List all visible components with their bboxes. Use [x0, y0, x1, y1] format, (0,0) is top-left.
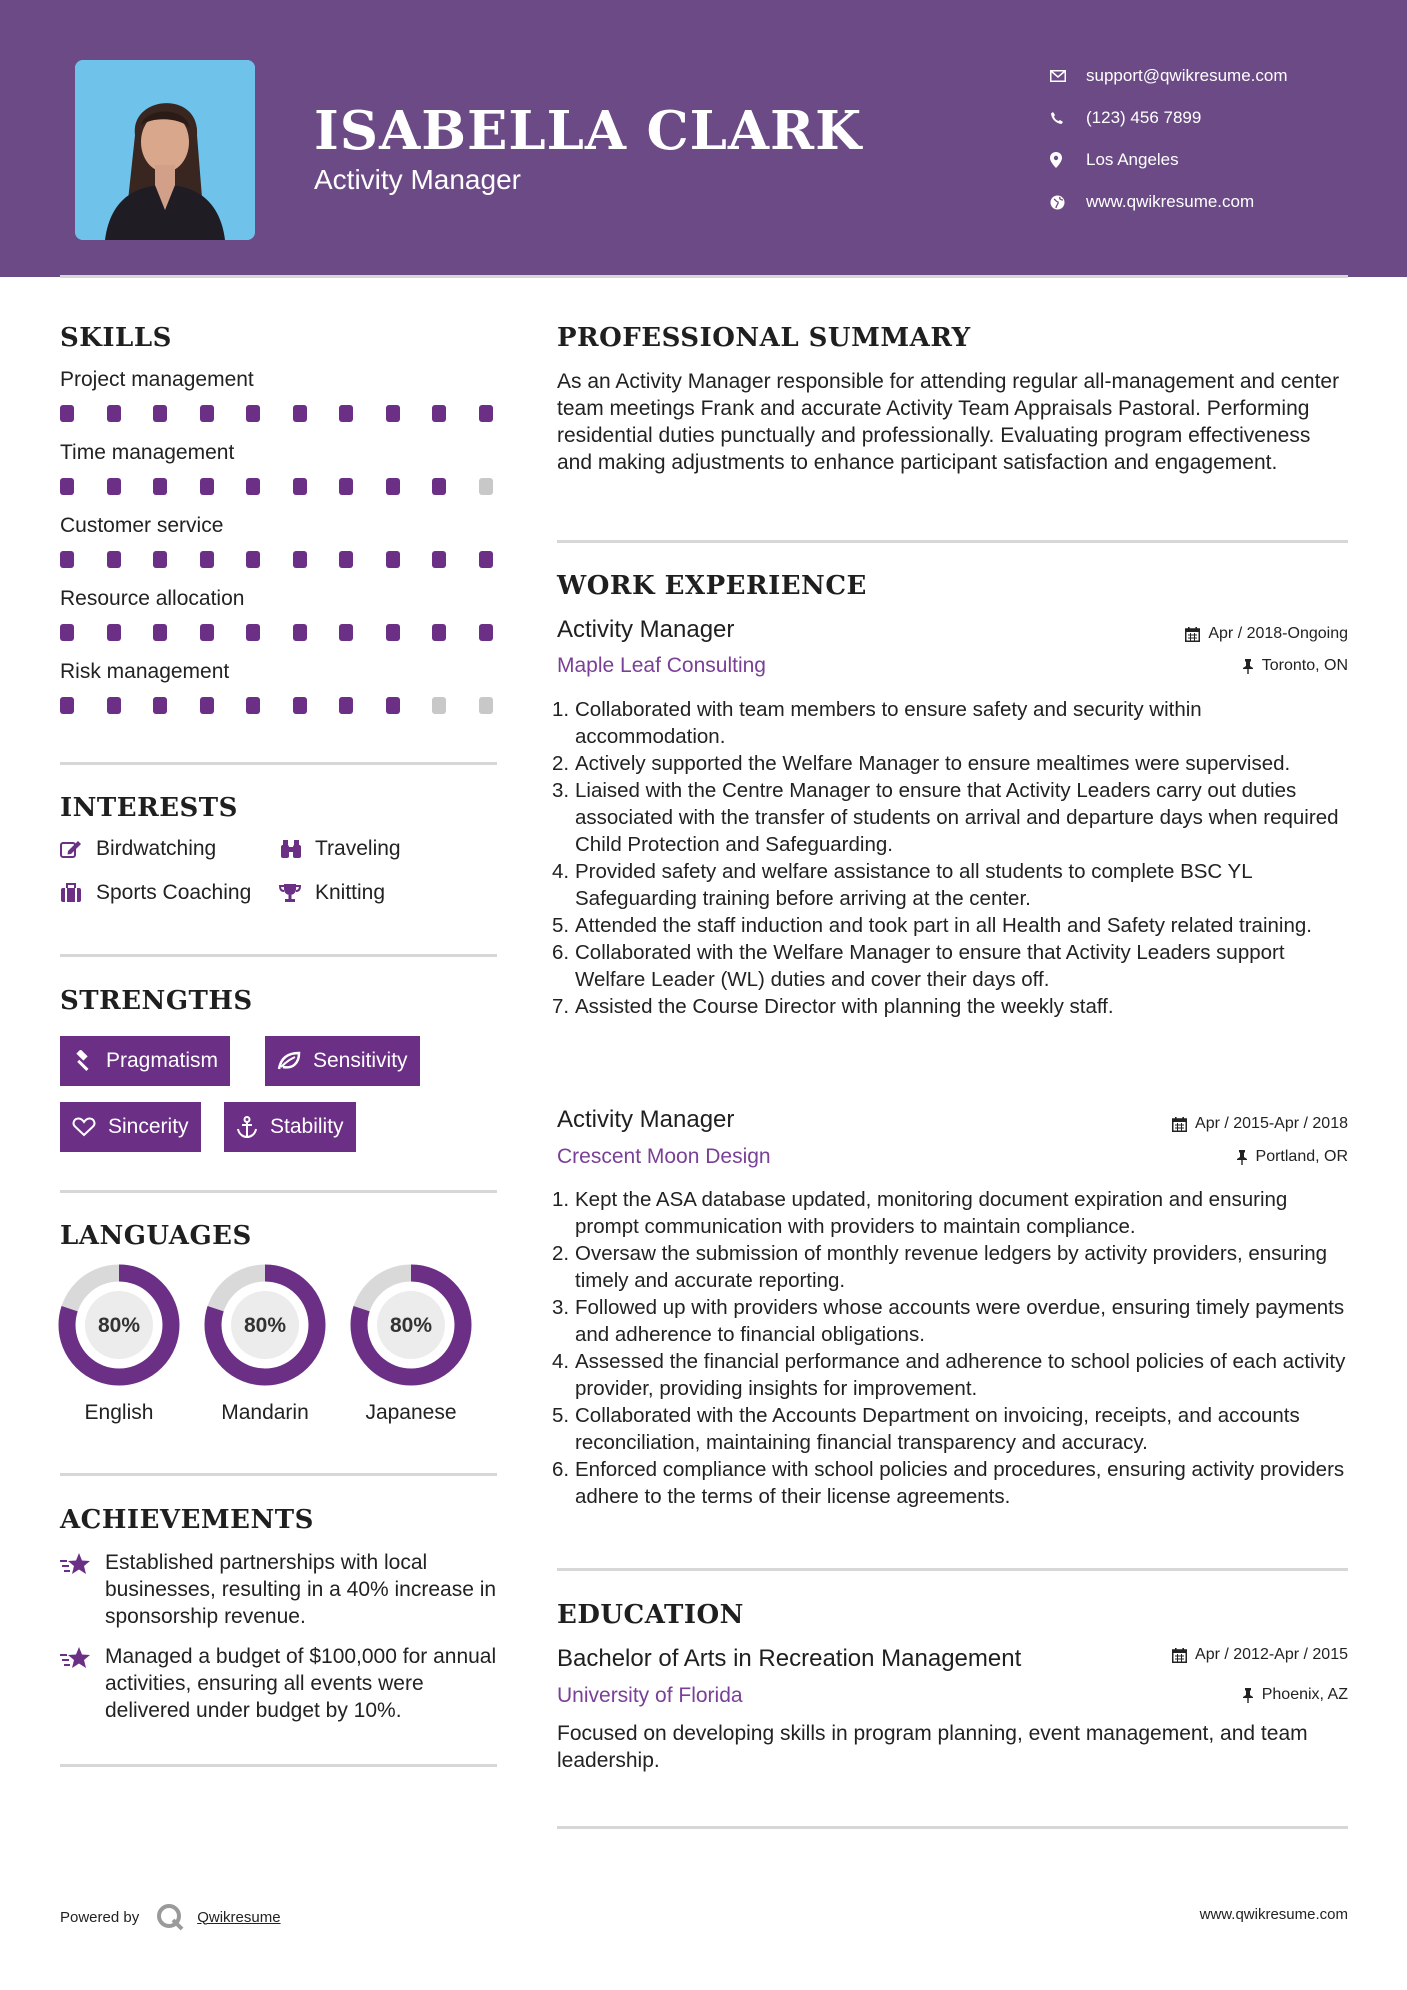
rating-dot-filled	[200, 624, 214, 641]
education-description: Focused on developing skills in program planning, event management, and team leadership.	[557, 1722, 1308, 1772]
interest-item	[279, 837, 401, 861]
job-location	[1236, 1148, 1348, 1166]
duty-item: Attended the staff induction and took part in all Health and Safety related training.	[575, 914, 1312, 937]
rating-dot-filled	[386, 624, 400, 641]
language-percent: 80%	[389, 1314, 433, 1337]
interest-label: Knitting	[315, 881, 386, 904]
pushpin-icon	[1242, 659, 1254, 674]
language-ring	[350, 1264, 472, 1391]
skills-divider	[60, 762, 497, 765]
contact-location-text: Los Angeles	[1086, 150, 1179, 169]
rating-dot-filled	[246, 551, 260, 568]
strength-label: Pragmatism	[106, 1049, 219, 1072]
contact-location	[1050, 139, 1288, 181]
education-dates-text: Apr / 2012-Apr / 2015	[1195, 1646, 1348, 1663]
rating-dot-empty	[432, 697, 446, 714]
education-heading: EDUCATION	[557, 1600, 744, 1630]
duty-item: Enforced compliance with school policies and procedures, ensuring activity providers adhere to the terms of their license agreements.	[575, 1458, 1345, 1508]
job-title: Activity Manager	[557, 1106, 735, 1133]
education-location-text: Phoenix, AZ	[1261, 1686, 1348, 1703]
contact-phone-text: (123) 456 7899	[1086, 108, 1202, 127]
rating-dot-filled	[386, 405, 400, 422]
heart-icon	[72, 1117, 96, 1137]
rating-dot-filled	[293, 697, 307, 714]
rating-dot-filled	[293, 624, 307, 641]
language-name: Mandarin	[221, 1401, 309, 1424]
rating-dot-filled	[339, 697, 353, 714]
strength-tag	[265, 1036, 420, 1086]
job-dates	[1185, 625, 1348, 643]
language-ring	[204, 1264, 326, 1391]
skill-label: Project management	[60, 368, 254, 391]
strength-label: Sensitivity	[313, 1049, 408, 1072]
pushpin-icon	[1236, 1150, 1248, 1165]
contact-email[interactable]	[1050, 55, 1288, 97]
contact-phone[interactable]	[1050, 97, 1288, 139]
rating-dot-filled	[200, 697, 214, 714]
language-ring	[58, 1264, 180, 1391]
degree-title: Bachelor of Arts in Recreation Management	[557, 1645, 1022, 1672]
skill-rating	[60, 405, 525, 422]
rating-dot-filled	[246, 697, 260, 714]
strength-tag	[224, 1102, 356, 1152]
rating-dot-filled	[432, 551, 446, 568]
anchor-icon	[236, 1116, 258, 1138]
rating-dot-filled	[432, 624, 446, 641]
trophy-icon	[279, 883, 315, 903]
map-pin-icon	[1050, 152, 1086, 168]
summary-divider	[557, 540, 1348, 543]
interest-item	[279, 881, 385, 905]
language-percent: 80%	[97, 1314, 141, 1337]
rating-dot-filled	[293, 405, 307, 422]
calendar-icon	[1185, 627, 1200, 642]
rating-dot-filled	[246, 624, 260, 641]
rating-dot-filled	[479, 624, 493, 641]
qwikresume-logo-icon	[155, 1902, 185, 1932]
contact-list	[1050, 55, 1288, 223]
envelope-icon	[1050, 70, 1086, 82]
rating-dot-filled	[153, 551, 167, 568]
rating-dot-filled	[107, 478, 121, 495]
skills-heading: SKILLS	[60, 323, 172, 353]
rating-dot-filled	[60, 551, 74, 568]
strength-label: Stability	[270, 1115, 344, 1138]
header-divider	[60, 275, 1348, 278]
binoculars-icon	[279, 839, 315, 859]
interest-label: Sports Coaching	[96, 881, 252, 904]
briefcase-icon	[60, 883, 96, 903]
qwikresume-link[interactable]: Qwikresume	[197, 1908, 281, 1926]
contact-website-text: www.qwikresume.com	[1086, 192, 1255, 211]
skill-label: Customer service	[60, 514, 224, 537]
job-duties-list	[555, 1186, 1355, 1510]
duty-item: Liaised with the Centre Manager to ensure that Activity Leaders carry out duties associated with the transfer of students on arrival and departure days when required Child Protection and Safeguarding.	[575, 779, 1339, 856]
job-dates	[1172, 1115, 1348, 1133]
achievement-item	[60, 1643, 500, 1724]
rating-dot-empty	[479, 478, 493, 495]
languages-divider	[60, 1473, 497, 1476]
rating-dot-filled	[432, 478, 446, 495]
interest-label: Traveling	[315, 837, 401, 860]
powered-by-text: Powered by	[60, 1908, 140, 1926]
calendar-icon	[1172, 1117, 1187, 1132]
header-banner	[0, 0, 1407, 277]
rating-dot-filled	[107, 405, 121, 422]
strengths-divider	[60, 1190, 497, 1193]
job-dates-text: Apr / 2018-Ongoing	[1208, 625, 1348, 642]
job-dates-text: Apr / 2015-Apr / 2018	[1195, 1115, 1348, 1132]
rating-dot-filled	[246, 405, 260, 422]
strengths-heading: STRENGTHS	[60, 986, 253, 1016]
pushpin-icon	[1242, 1688, 1254, 1703]
summary-heading: PROFESSIONAL SUMMARY	[557, 323, 971, 353]
pencil-square-icon	[60, 839, 96, 859]
footer-url[interactable]: www.qwikresume.com	[1199, 1906, 1348, 1923]
rating-dot-filled	[432, 405, 446, 422]
rating-dot-filled	[479, 405, 493, 422]
experience-heading: WORK EXPERIENCE	[557, 571, 867, 601]
language-name: English	[84, 1401, 154, 1424]
job-duties-list	[555, 696, 1355, 1020]
education-location	[1242, 1686, 1348, 1704]
rating-dot-filled	[60, 697, 74, 714]
candidate-name: ISABELLA CLARK	[314, 100, 863, 162]
rating-dot-empty	[479, 697, 493, 714]
languages-heading: LANGUAGES	[60, 1221, 252, 1251]
duty-item: Assessed the financial performance and adherence to school policies of each activity provider, providing insights for improvement.	[575, 1350, 1346, 1400]
strength-tag	[60, 1036, 230, 1086]
rating-dot-filled	[60, 405, 74, 422]
education-dates	[1172, 1646, 1348, 1664]
summary-text: As an Activity Manager responsible for attending regular all-management and center team meetings Frank and accurate Activity Team Appraisals Pastoral. Performing residential duties punctually and professionally. Evaluating program effectiveness and making adjustments to enhance participant satisfaction and engagement.	[557, 370, 1340, 474]
skill-rating	[60, 624, 525, 641]
language-name: Japanese	[365, 1401, 457, 1424]
contact-email-text: support@qwikresume.com	[1086, 66, 1288, 85]
rating-dot-filled	[246, 478, 260, 495]
strength-label: Sincerity	[108, 1115, 189, 1138]
rating-dot-filled	[339, 624, 353, 641]
skill-rating	[60, 478, 525, 495]
language-percent: 80%	[243, 1314, 287, 1337]
gavel-icon	[72, 1050, 94, 1072]
profile-photo	[75, 60, 255, 240]
company-name: Maple Leaf Consulting	[557, 654, 766, 677]
star-icon	[60, 1643, 105, 1724]
achievements-heading: ACHIEVEMENTS	[60, 1505, 314, 1535]
achievements-divider	[60, 1764, 497, 1767]
interest-item	[60, 837, 216, 861]
duty-item: Collaborated with the Welfare Manager to ensure that Activity Leaders support Welfare Leader (WL) duties and cover their days off.	[575, 941, 1285, 991]
skill-label: Time management	[60, 441, 235, 464]
contact-website[interactable]	[1050, 181, 1288, 223]
rating-dot-filled	[293, 478, 307, 495]
school-name: University of Florida	[557, 1684, 743, 1707]
rating-dot-filled	[339, 551, 353, 568]
rating-dot-filled	[386, 478, 400, 495]
rating-dot-filled	[153, 624, 167, 641]
skill-rating	[60, 551, 525, 568]
rating-dot-filled	[60, 624, 74, 641]
rating-dot-filled	[339, 405, 353, 422]
skill-label: Resource allocation	[60, 587, 245, 610]
rating-dot-filled	[107, 624, 121, 641]
rating-dot-filled	[293, 551, 307, 568]
calendar-icon	[1172, 1648, 1187, 1663]
duty-item: Collaborated with team members to ensure safety and security within accommodation.	[575, 698, 1202, 748]
rating-dot-filled	[153, 405, 167, 422]
rating-dot-filled	[386, 551, 400, 568]
candidate-title: Activity Manager	[314, 164, 521, 195]
achievement-item	[60, 1549, 500, 1630]
interest-item	[60, 881, 251, 905]
rating-dot-filled	[386, 697, 400, 714]
duty-item: Kept the ASA database updated, monitoring document expiration and ensuring prompt communication with providers to maintain compliance.	[575, 1188, 1288, 1238]
rating-dot-filled	[107, 551, 121, 568]
globe-icon	[1050, 195, 1086, 210]
footer-powered-by	[60, 1902, 281, 1932]
duty-item: Assisted the Course Director with planning the weekly staff.	[575, 995, 1114, 1018]
education-divider	[557, 1826, 1348, 1829]
skill-label: Risk management	[60, 660, 230, 683]
achievement-text: Managed a budget of $100,000 for annual activities, ensuring all events were delivered under budget by 10%.	[105, 1645, 497, 1722]
job-title: Activity Manager	[557, 616, 735, 643]
interest-label: Birdwatching	[96, 837, 217, 860]
rating-dot-filled	[60, 478, 74, 495]
star-icon	[60, 1549, 105, 1630]
phone-icon	[1050, 111, 1086, 125]
rating-dot-filled	[153, 697, 167, 714]
achievement-text: Established partnerships with local businesses, resulting in a 40% increase in sponsorship revenue.	[105, 1551, 497, 1628]
experience-divider	[557, 1568, 1348, 1571]
rating-dot-filled	[200, 478, 214, 495]
skill-rating	[60, 697, 525, 714]
job-location	[1242, 657, 1348, 675]
company-name: Crescent Moon Design	[557, 1145, 771, 1168]
rating-dot-filled	[200, 405, 214, 422]
leaf-icon	[277, 1051, 301, 1071]
duty-item: Followed up with providers whose accounts were overdue, ensuring timely payments and adherence to financial obligations.	[575, 1296, 1345, 1346]
rating-dot-filled	[107, 697, 121, 714]
interests-heading: INTERESTS	[60, 793, 238, 823]
duty-item: Oversaw the submission of monthly revenue ledgers by activity providers, ensuring timely and accurate reporting.	[575, 1242, 1328, 1292]
duty-item: Actively supported the Welfare Manager to ensure mealtimes were supervised.	[575, 752, 1291, 775]
rating-dot-filled	[200, 551, 214, 568]
job-location-text: Toronto, ON	[1261, 657, 1348, 674]
interests-divider	[60, 954, 497, 957]
rating-dot-filled	[153, 478, 167, 495]
rating-dot-filled	[339, 478, 353, 495]
job-location-text: Portland, OR	[1255, 1148, 1348, 1165]
rating-dot-filled	[479, 551, 493, 568]
duty-item: Collaborated with the Accounts Department on invoicing, receipts, and accounts reconciliation, maintaining financial transparency and accuracy.	[575, 1404, 1300, 1454]
duty-item: Provided safety and welfare assistance to all students to complete BSC YL Safeguarding training before arriving at the center.	[575, 860, 1252, 910]
strength-tag	[60, 1102, 201, 1152]
